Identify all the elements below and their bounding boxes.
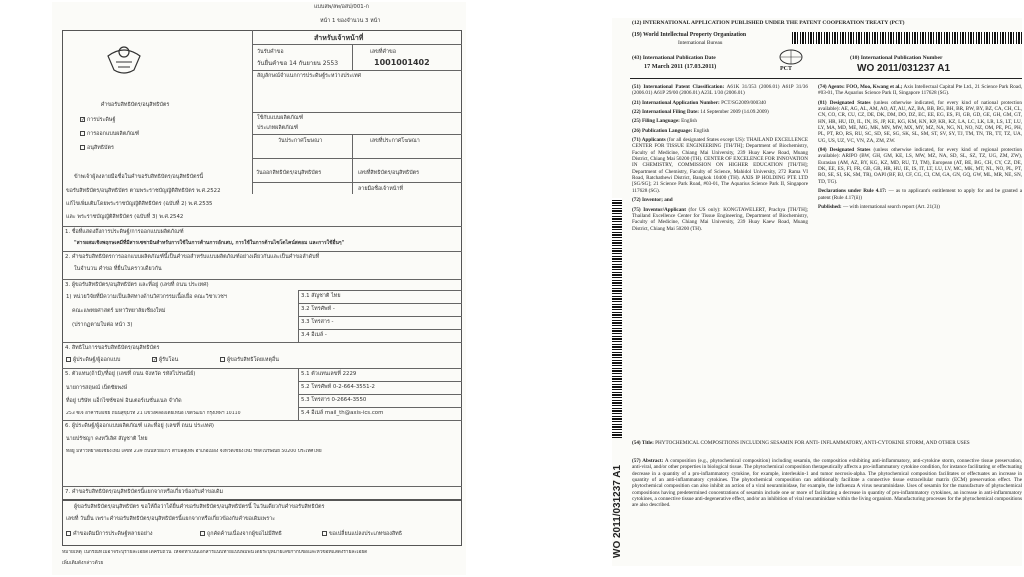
type-option-petty-patent[interactable]: อนุสิทธิบัตร bbox=[80, 145, 114, 152]
invention-title: "สารผสมเชิงพฤกษเคมีที่มีสารเซซามินสำหรับการใช้ในการต้านการอักเสบ, การใช้ในการต้านไซโตไคน์สตอม และการใช้อื่นๆ" bbox=[74, 240, 345, 246]
pct-header: (12) INTERNATIONAL APPLICATION PUBLISHED UNDER THE PATENT COOPERATION TREATY (PCT) bbox=[632, 20, 905, 26]
section-7-line-1: ผู้ขอรับสิทธิบัตร/อนุสิทธิบัตร ขอให้ถือว่าได้ยื่นคำขอรับสิทธิบัตร/อนุสิทธิบัตรนี้ ในวันเดียวกับคำขอรับสิทธิบัตร bbox=[74, 504, 325, 510]
pub-no-label: (10) International Publication Number bbox=[850, 55, 943, 61]
field-72: (72) Inventor; and bbox=[632, 197, 673, 204]
pct-badge: PCT bbox=[780, 66, 792, 72]
field-81: (81) Designated States (unless otherwise indicated, for every kind of national protection available): AE, AG, AL, AM, AO, AT, AU, AZ, BA, BB, BG, BH, BR, BW, BY, BZ, CA, CH, CL, CN, CO, CR, CU, CZ, DE, DK, DM, DO, DZ, EC, EE, EG, ES, FI, GB, GD, GE, GH, GM, GT, HN, HR, HU, ID, IL, IN, IS, JP, KE, KG, KM, KN, KP, KR, KZ, LA, LC, LK, LR, LS, LT, LU, LY, MA, MD, ME, MG, MK, MN, MW, MX, MY, MZ, NA, NG, NI, NO, NZ, OM, PE, PG, PH, PL, PT, RO, RS, RU, SC, SD, SE, SG, SK, SL, SM, ST, SV, SY, TJ, TM, TN, TR, TT, TZ, UA, UG, US, UZ, VC, VN, ZA, ZM, ZW. bbox=[818, 99, 1022, 144]
intro-line-2: ขอรับสิทธิบัตร/อนุสิทธิบัตร ตามพระราชบัญญัติสิทธิบัตร พ.ศ.2522 bbox=[66, 188, 221, 194]
pub-date: 17 March 2011 (17.03.2011) bbox=[644, 63, 717, 70]
applicant-line-1: 1) หน่วยวิจัยที่มีความเป็นเลิศทางด้านวิศวกรรมเนื้อเยื่อ คณะวิชาเวชฯ bbox=[66, 294, 227, 300]
type-option-design[interactable]: การออกแบบผลิตภัณฑ์ bbox=[80, 131, 139, 138]
split-option-opposed[interactable]: ถูกคัดค้านเนื่องจากผู้ขอไม่มีสิทธิ bbox=[200, 531, 282, 538]
right-option-transferee[interactable]: ✓ ผู้รับโอน bbox=[153, 357, 179, 363]
applicant-line-2: คณะแพทยศาสตร์ มหาวิทยาลัยเชียงใหม่ bbox=[72, 308, 166, 314]
use-with-label: ใช้กับแบบผลิตภัณฑ์ bbox=[257, 115, 304, 121]
section-5-title: 5. ตัวแทน(ถ้ามี)/ที่อยู่ (เลขที่ ถนน จังหวัด รหัสไปรษณีย์) bbox=[65, 371, 196, 377]
footnote: หมายเหตุ ในกรณีที่ไม่อาจระบุรายละเอียดได้ครบถ้วน ให้จัดทำเป็นเอกสารแนบท้ายแบบพิมพ์นี้โดยระบุหมายเลขกำกับข้อและหัวข้อที่แสดงรายละเอียด bbox=[62, 550, 368, 555]
request-number: 1001001402 bbox=[374, 58, 430, 67]
footnote-continued: เพิ่มเติมดังกล่าวด้วย bbox=[62, 561, 104, 566]
right-option-inventor[interactable]: ผู้ประดิษฐ์/ผู้ออกแบบ bbox=[66, 357, 120, 364]
agent-address: 253 ซีเจ อาคารเอเชีย ถนนสุขุมวิท 21 แขวงคลองเตยเหนือ เขตวัฒนา กรุงเทพฯ 10110 bbox=[66, 411, 241, 416]
barcode bbox=[792, 32, 1022, 44]
right-column bbox=[818, 84, 1022, 213]
field-25: (25) Filing Language: English bbox=[632, 118, 697, 125]
officer-title: สำหรับเจ้าหน้าที่ bbox=[314, 34, 364, 42]
field-22: (22) International Filing Date: 14 September 2009 (14.09.2009) bbox=[632, 109, 769, 116]
inventor-name: นายปรัชญา คงทวีเลิศ สัญชาติ ไทย bbox=[66, 436, 148, 442]
garuda-crest-icon bbox=[104, 40, 144, 80]
pub-date-label: (43) International Publication Date bbox=[632, 55, 716, 61]
request-no-label: เลขที่คำขอ bbox=[370, 49, 396, 55]
applicant-fax: 3.3 โทรสาร - bbox=[301, 319, 334, 325]
wipo-bureau: International Bureau bbox=[678, 40, 723, 46]
split-option-multiple[interactable]: คำขอเดิมมีการประดิษฐ์หลายอย่าง bbox=[66, 531, 153, 538]
request-type-label: คำขอรับสิทธิบัตร/อนุสิทธิบัตร bbox=[100, 102, 170, 108]
title-label: (54) Title: bbox=[632, 440, 654, 446]
section-2-title: 2. คำขอรับสิทธิบัตรการออกแบบผลิตภัณฑ์นี้เป็นคำขอสำหรับแบบผลิตภัณฑ์อย่างเดียวกันและเป็นคำขอลำดับที่ bbox=[65, 254, 320, 260]
field-21: (21) International Application Number: PCT/SG2009/000340 bbox=[632, 99, 767, 106]
inventor-address: ที่อยู่ มหาวิทยาลัยเชียงใหม่ เลขที่ 239 ถนนห้วยแก้ว ตำบลสุเทพ อำเภอเมือง จังหวัดเชียงใหม่ รหัสไปรษณีย์ 50200 ประเทศไทย bbox=[66, 449, 322, 454]
page-count: หน้า 1 ของจำนวน 3 หน้า bbox=[320, 18, 381, 24]
field-51: (51) International Patent Classification: A61K 31/353 (2006.01) A61P 31/36 (2006.01) A61P 29/00 (2006.01) A23L 1/30 (2006.01) bbox=[632, 84, 808, 97]
field-75: (75) Inventor/Applicant (for US only): KONGTAWELERT, Prachya [TH/TH]; Thailand Excellence Center for Tissue Engineering, Department of Biochemistry, Faculty of Medicine, Chiang Mai University, 239 Huay Kaew Road, Muang District, Chiang Mai 50200 (TH). bbox=[632, 206, 808, 232]
agent-number: 5.1 ตัวแทนเลขที่ 2229 bbox=[301, 371, 357, 377]
submit-date: วันยื่นคำขอ 14 กันยายน 2553 bbox=[257, 60, 339, 67]
intl-class-label: สัญลักษณ์จำแนกการประดิษฐ์ระหว่างประเทศ bbox=[257, 73, 362, 79]
intro-line-3: แก้ไขเพิ่มเติมโดยพระราชบัญญัติสิทธิบัตร (ฉบับที่ 2) พ.ศ.2535 bbox=[66, 201, 213, 207]
split-option-change-type[interactable]: ขอเปลี่ยนแปลงประเภทของสิทธิ bbox=[322, 531, 402, 538]
pct-publication bbox=[612, 18, 1022, 566]
agent-email: 5.4 อีเมล์ mail_th@axis-ics.com bbox=[301, 410, 384, 416]
field-84: (84) Designated States (unless otherwise indicated, for every kind of regional protection available): ARIPO (BW, GH, GM, KE, LS, MW, MZ, NA, SD, SL, SZ, TZ, UG, ZM, ZW), Eurasian (AM, AZ, BY, KG, KZ, MD, RU, TJ, TM), European (AT, BE, BG, CH, CY, CZ, DE, DK, EE, ES, FI, FR, GB, GR, HR, HU, IE, IS, IT, LT, LU, LV, MC, MK, MT, NL, NO, PL, PT, RO, SE, SI, SK, SM, TR), OAPI (BF, BJ, CF, CG, CI, CM, GA, GN, GQ, GW, ML, MR, NE, SN, TD, TG). bbox=[818, 147, 1022, 185]
applicant-nationality: 3.1 สัญชาติ ไทย bbox=[301, 293, 341, 299]
published: Published: — with international search report (Art. 21(3)) bbox=[818, 203, 940, 210]
thai-patent-form bbox=[52, 2, 466, 575]
pub-no-label: เลขที่ประกาศโฆษณา bbox=[370, 138, 420, 144]
agent-phone: 5.2 โทรศัพท์ 0-2-664-3551-2 bbox=[301, 384, 375, 390]
agent-company: ที่อยู่ บริษัท แอ็กไซซ์ซอฟ อินเตอร์เนชั่นแนล จำกัด bbox=[66, 398, 182, 404]
section-3-title: 3. ผู้ขอรับสิทธิบัตร/อนุสิทธิบัตร และที่อยู่ (เลขที่ ถนน ประเทศ) bbox=[65, 282, 209, 288]
section-2-value: ในจำนวน คำขอ ที่ยื่นในคราวเดียวกัน bbox=[74, 266, 162, 272]
section-4-title: 4. สิทธิในการขอรับสิทธิบัตร/อนุสิทธิบัตร bbox=[65, 345, 160, 351]
pub-number: WO 2011/031237 A1 bbox=[857, 63, 951, 74]
right-option-other[interactable]: ผู้ขอรับสิทธิโดยเหตุอื่น bbox=[220, 357, 279, 364]
type-option-invention[interactable]: ✓ การประดิษฐ์ bbox=[81, 117, 116, 123]
declarations: Declarations under Rule 4.17: — as to applicant's entitlement to apply for and be granted a patent (Rule 4.17(ii)) bbox=[818, 188, 1023, 201]
field-74: (74) Agents: FOO, Moo, Kwang et al.; Axis Intellectual Capital Pte Ltd., 21 Science Park Road, #03-01, The Aquarius Science Park II, Singapore 117628 (SG). bbox=[818, 84, 1022, 97]
patent-title: PHYTOCHEMICAL COMPOSITIONS INCLUDING SESAMIN FOR ANTI- INFLAMMATORY, ANTI-CYTOKINE STORM, AND OTHER USES bbox=[655, 440, 970, 446]
agent-fax: 5.3 โทรสาร 0-2664-3550 bbox=[301, 397, 367, 403]
section-6-title: 6. ผู้ประดิษฐ์/ผู้ออกแบบผลิตภัณฑ์ และที่อยู่ (เลขที่ ถนน ประเทศ) bbox=[65, 423, 215, 429]
pub-date-label: วันประกาศโฆษณา bbox=[278, 138, 323, 144]
abstract-block bbox=[632, 458, 1022, 512]
side-barcode bbox=[612, 198, 622, 438]
form-code: แบบสพ/ลพ/อสป/001-ก bbox=[314, 4, 369, 10]
intro-line-1: ข้าพเจ้าผู้ลงลายมือชื่อในคำขอรับสิทธิบัตร/อนุสิทธิบัตรนี้ bbox=[74, 174, 204, 180]
officer-signature-label: ลายมือชื่อเจ้าหน้าที่ bbox=[358, 186, 404, 192]
field-71: (71) Applicants (for all designated States except US): THAILAND EXCELLENCE CENTER FOR TISSUE ENGINEERING [TH/TH]; Department of Biochemistry, Faculty of Medicine, Chiang Mai University, 239 Huay Kaew Road, Muang District, Chiang Mai 50200 (TH). CENTER OF EXCELENCE FOR INNOVATION IN CHEMISTRY, COMMISSION ON HIGHER EDUCATION [TH/TH]; Department of Chemistry, Faculty of Science, Mahidol University, 272 Rama VI Road, Ratchathewi District, Bangkok 10400 (TH). AXIS IP HOLDING PTE LTD [SG/SG]; 21 Science Park Road, #03-01, The Aquarius Science Park II, Singapore 117628 (SG). bbox=[632, 137, 809, 194]
title-block bbox=[632, 440, 1022, 449]
wipo-org: (19) World Intellectual Property Organization bbox=[632, 32, 747, 38]
applicant-email: 3.4 อีเมล์ - bbox=[301, 332, 327, 338]
grant-date-label: วันออกสิทธิบัตร/อนุสิทธิบัตร bbox=[256, 170, 322, 176]
applicant-phone: 3.2 โทรศัพท์ - bbox=[301, 306, 335, 312]
agent-name: นายการสฤษณ์ เบ็ตชัยพงษ์ bbox=[66, 385, 128, 391]
grant-no-label: เลขที่สิทธิบัตร/อนุสิทธิบัตร bbox=[358, 170, 420, 176]
wipo-logo-icon bbox=[778, 48, 804, 66]
abstract-label: (57) Abstract: bbox=[632, 458, 664, 464]
section-1-title: 1. ชื่อที่แสดงถึงการประดิษฐ์/การออกแบบผลิตภัณฑ์ bbox=[65, 229, 184, 235]
field-26: (26) Publication Language: English bbox=[632, 127, 710, 134]
side-pub-number: WO 2011/031237 A1 bbox=[612, 464, 623, 558]
abstract-text: A composition (e.g., phytochemical composition) including sesamin, the composition exhibiting anti-inflammatory, anti-cytokine storm, connective tissue preservation, anti-viral, and/or other properties in biological tissue. The phytochemical composition therapeutically affects a pro-inflammatory cytokine condition, for instance facilitating or effectuating decrease in a quantity of a pro-inflammatory cytokine, for example, interleukin-1 and tumor necrosis-alpha. The phytochemical composition facilitates or effectuates an increase in quantity of an anti-inflammatory cytokines. The phytochemical composition can additionally facilitate a connective tissue extracellular matrix (ECM) preservation effect. The phytochemical composition can also inhibit an action of a viral neuraminidase, for example, the influenza A virus neuraminidase. Uses of sesamin for the manufacture of phytochemical compositions having predetermined concentrations of sesamin include one or more of facilitating a decrease in quantity of pro-inflammatory cytokines, an increase in anti-inflammatory cytokines, a connective tissue anti-degenerative effect, and/or an inhibition of viral neuraminidase within the living organism. Manufacturing processes for the phytochemical compositions are also described. bbox=[632, 458, 1022, 509]
intro-line-4: และ พระราชบัญญัติสิทธิบัตร (ฉบับที่ 3) พ.ศ.2542 bbox=[66, 214, 184, 220]
section-7-title: 7. คำขอรับสิทธิบัตร/อนุสิทธิบัตรนี้แยกจากหรือเกี่ยวข้องกับคำขอเดิม bbox=[65, 489, 224, 495]
applicant-line-3: (ปรากฏตามใบต่อ หน้า 3) bbox=[72, 322, 133, 328]
product-type-label: ประเภทผลิตภัณฑ์ bbox=[257, 125, 299, 131]
receive-date-label: วันรับคำขอ bbox=[257, 49, 284, 55]
left-column bbox=[632, 84, 808, 235]
section-7-line-2: เลขที่ วันยื่น เพราะคำขอรับสิทธิบัตร/อนุสิทธิบัตรนี้แยกจากหรือเกี่ยวข้องกับคำขอเดิมเพราะ bbox=[66, 516, 276, 522]
